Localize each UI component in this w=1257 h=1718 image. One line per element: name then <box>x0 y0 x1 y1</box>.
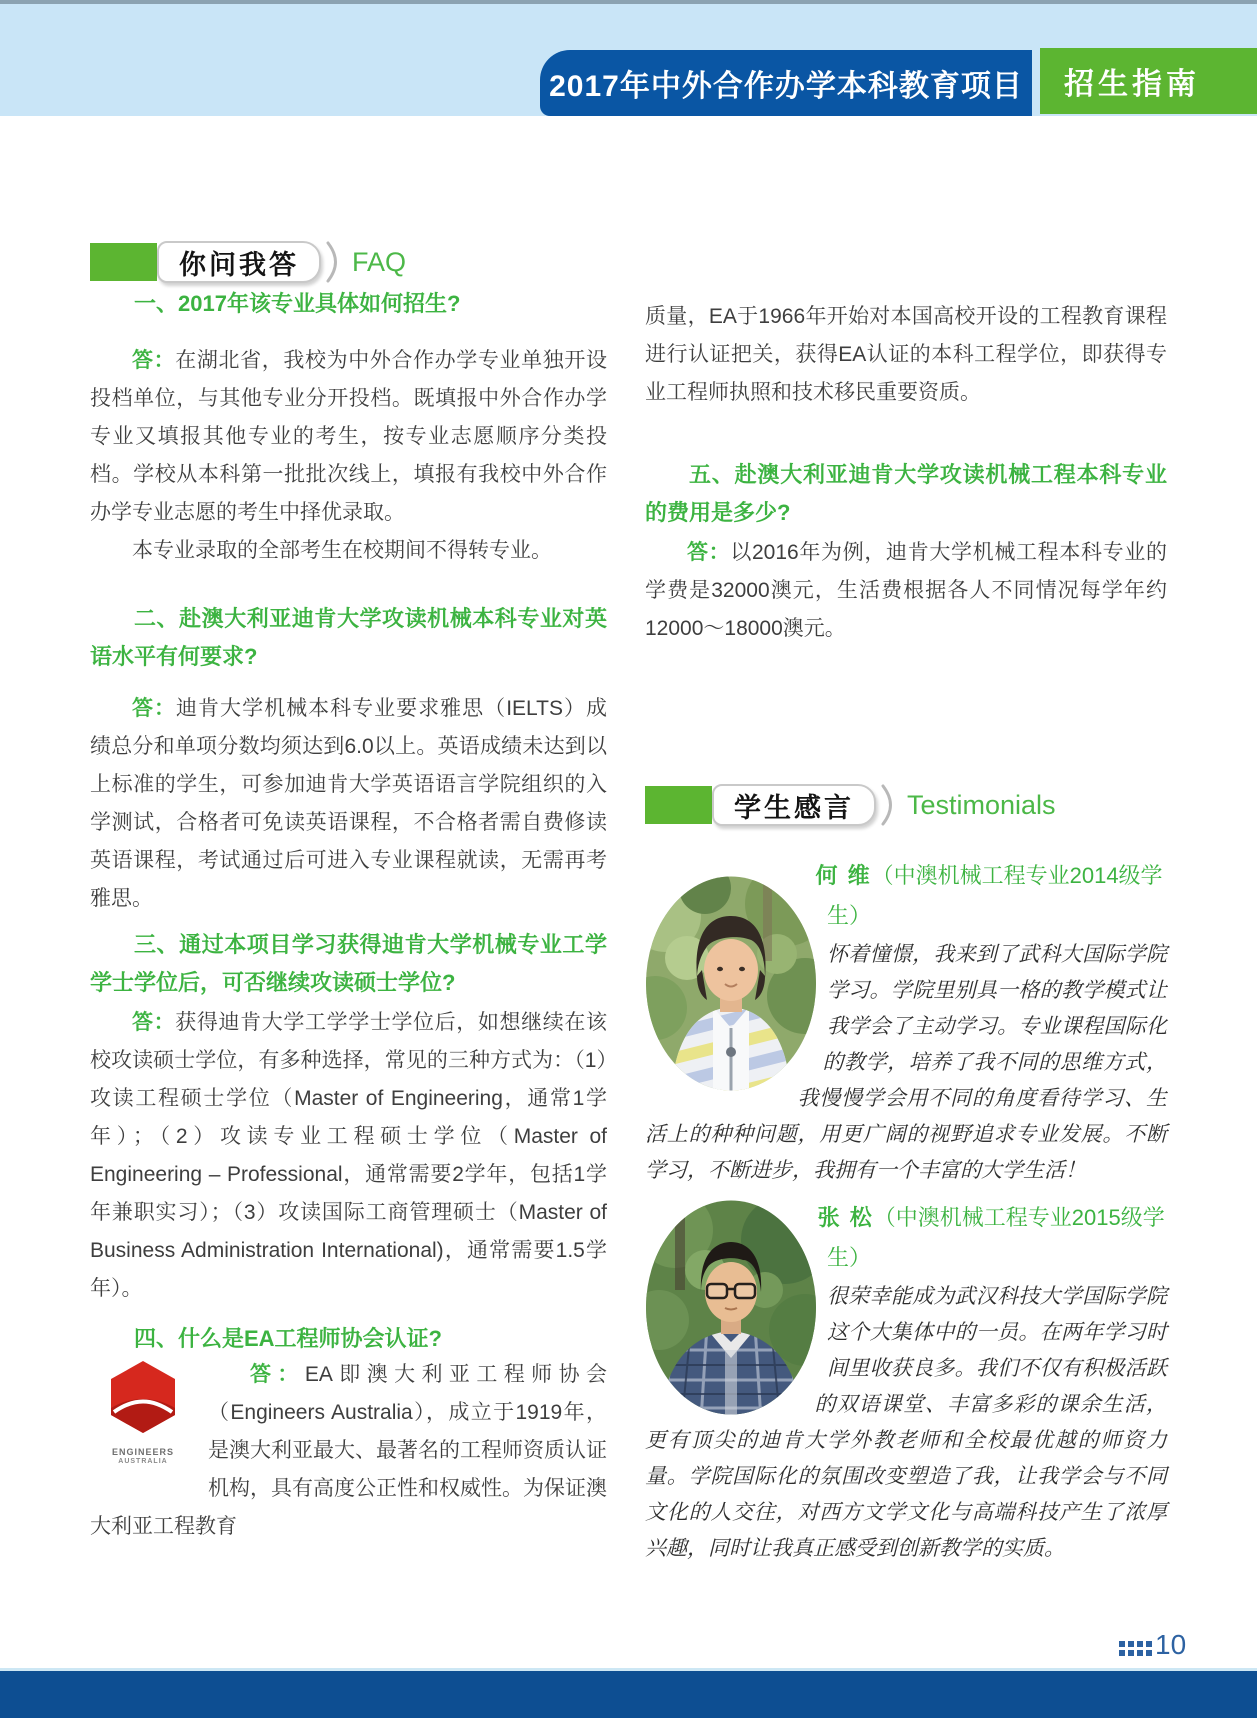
program-title-tab <box>540 50 1032 116</box>
green-block-icon <box>90 243 157 281</box>
green-block-icon <box>645 786 712 824</box>
faq-section-header <box>90 240 406 284</box>
faq-question-5-title: 五、赴澳大利亚迪肯大学攻读机械工程本科专业的费用是多少? <box>645 462 1167 525</box>
ea-logo-text-2: AUSTRALIA <box>118 1458 168 1465</box>
student-meta: （中澳机械工程专业2014级学生） <box>827 863 1163 928</box>
badge-arc-icon <box>881 783 895 827</box>
student-name: 张 松 <box>817 1205 874 1230</box>
faq-answer-3: 答：获得迪肯大学工学学士学位后，如想继续在该校攻读硕士学位，有多种选择，常见的三种方式为：（1）攻读工程硕士学位（Master of Engineering，通常1学年）；（2）攻读专业工程硕士学位（Master of Engineering – Professional，通常需要2学年，包括1学年兼职实习）；（3）攻读国际工商管理硕士（Master of Business Administration International)，通常需要1.5学年）。 <box>90 1011 608 1300</box>
faq-badge: 你问我答 <box>157 241 321 283</box>
ea-logo-text-1: ENGINEERS <box>111 1447 174 1457</box>
engineers-australia-logo <box>90 1360 196 1472</box>
answer-prefix: 答： <box>132 697 177 720</box>
student-portrait-icon <box>645 876 817 1091</box>
testimonials-badge: 学生感言 <box>712 784 876 826</box>
student-photo-he-wei <box>645 876 817 1091</box>
faq-answer-4: ENGINEERS AUSTRALIA 答：EA即澳大利亚工程师协会（Engineers Australia），成立于1919年，是澳大利亚最大、最著名的工程师资质认证机构，具有高度公正性和权威性。为保证澳大利亚工程教育 <box>90 1356 607 1546</box>
faq-badge-en: FAQ <box>352 246 407 277</box>
student-portrait-icon <box>645 1200 817 1415</box>
testimonials-section-header <box>645 783 1056 827</box>
program-title: 2017年中外合作办学本科教育项目 <box>549 70 1023 103</box>
faq-answer-4-continued: 质量，EA于1966年开始对本国高校开设的工程教育课程进行认证把关，获得EA认证的本科工程学位，即获得专业工程师执照和技术移民重要资质。 <box>645 305 1167 404</box>
guide-label-tab <box>1040 48 1257 114</box>
student-quote: 很荣幸能成为武汉科技大学国际学院这个大集体中的一员。在两年学习时间里收获良多。我们不仅有积极活跃的双语课堂、丰富多彩的课余生活，更有顶尖的迪肯大学外教老师和全校最优越的师资力量。学院国际化的氛围改变塑造了我，让我学会与不同文化的人交往，对西方文学文化与高端科技产生了浓厚兴趣，同时让我真正感受到创新教学的实质。 <box>645 1284 1167 1560</box>
page-number: 10 <box>1155 1629 1187 1660</box>
faq-question-2-title: 二、赴澳大利亚迪肯大学攻读机械本科专业对英语水平有何要求? <box>90 606 607 669</box>
faq-question-1-title: 一、2017年该专业具体如何招生? <box>134 291 461 316</box>
footer-bar <box>0 1668 1257 1718</box>
faq-answer-5: 答：以2016年为例，迪肯大学机械工程本科专业的学费是32000澳元，生活费根据各人不同情况每学年约12000～18000澳元。 <box>645 541 1167 640</box>
guide-label: 招生指南 <box>1064 68 1200 101</box>
student-name: 何 维 <box>815 863 872 888</box>
faq-question-3-title: 三、通过本项目学习获得迪肯大学机械专业工学学士学位后，可否继续攻读硕士学位? <box>90 932 607 995</box>
ea-hexagon-icon <box>110 1360 176 1434</box>
student-meta: （中澳机械工程专业2015级学生） <box>827 1205 1165 1270</box>
faq-answer-1: 答：在湖北省，我校为中外合作办学专业单独开设投档单位，与其他专业分开投档。既填报中外合作办学专业又填报其他专业的考生，按专业志愿顺序分类投档。学校从本科第一批批次线上，填报有我校中外合作办学专业志愿的考生中择优录取。 本专业录取的全部考生在校期间不得转专业。 <box>90 349 608 562</box>
answer-prefix: 答： <box>132 349 176 372</box>
answer-prefix: 答： <box>250 1363 305 1386</box>
testimonial-he-wei <box>645 856 1167 1188</box>
badge-arc-icon <box>326 240 340 284</box>
testimonial-zhang-song <box>645 1198 1167 1566</box>
student-quote: 怀着憧憬，我来到了武科大国际学院学习。学院里别具一格的教学模式让我学会了主动学习。专业课程国际化的教学，培养了我不同的思维方式，我慢慢学会用不同的角度看待学习、生活上的种种问题，用更广阔的视野追求专业发展。不断学习，不断进步，我拥有一个丰富的大学生活！ <box>645 942 1167 1182</box>
answer-prefix: 答： <box>132 1011 176 1034</box>
page-number-dots-icon <box>1119 1641 1152 1656</box>
answer-prefix: 答： <box>687 541 731 564</box>
faq-answer-2: 答：迪肯大学机械本科专业要求雅思（IELTS）成绩总分和单项分数均须达到6.0以上。英语成绩未达到以上标准的学生，可参加迪肯大学英语语言学院组织的入学测试，合格者可免读英语课程，不合格者需自费修读英语课程，考试通过后可进入专业课程就读，无需再考雅思。 <box>90 697 608 910</box>
testimonials-badge-en: Testimonials <box>907 789 1056 820</box>
faq-question-4-title: 四、什么是EA工程师协会认证? <box>134 1326 443 1351</box>
student-photo-zhang-song <box>645 1200 817 1415</box>
